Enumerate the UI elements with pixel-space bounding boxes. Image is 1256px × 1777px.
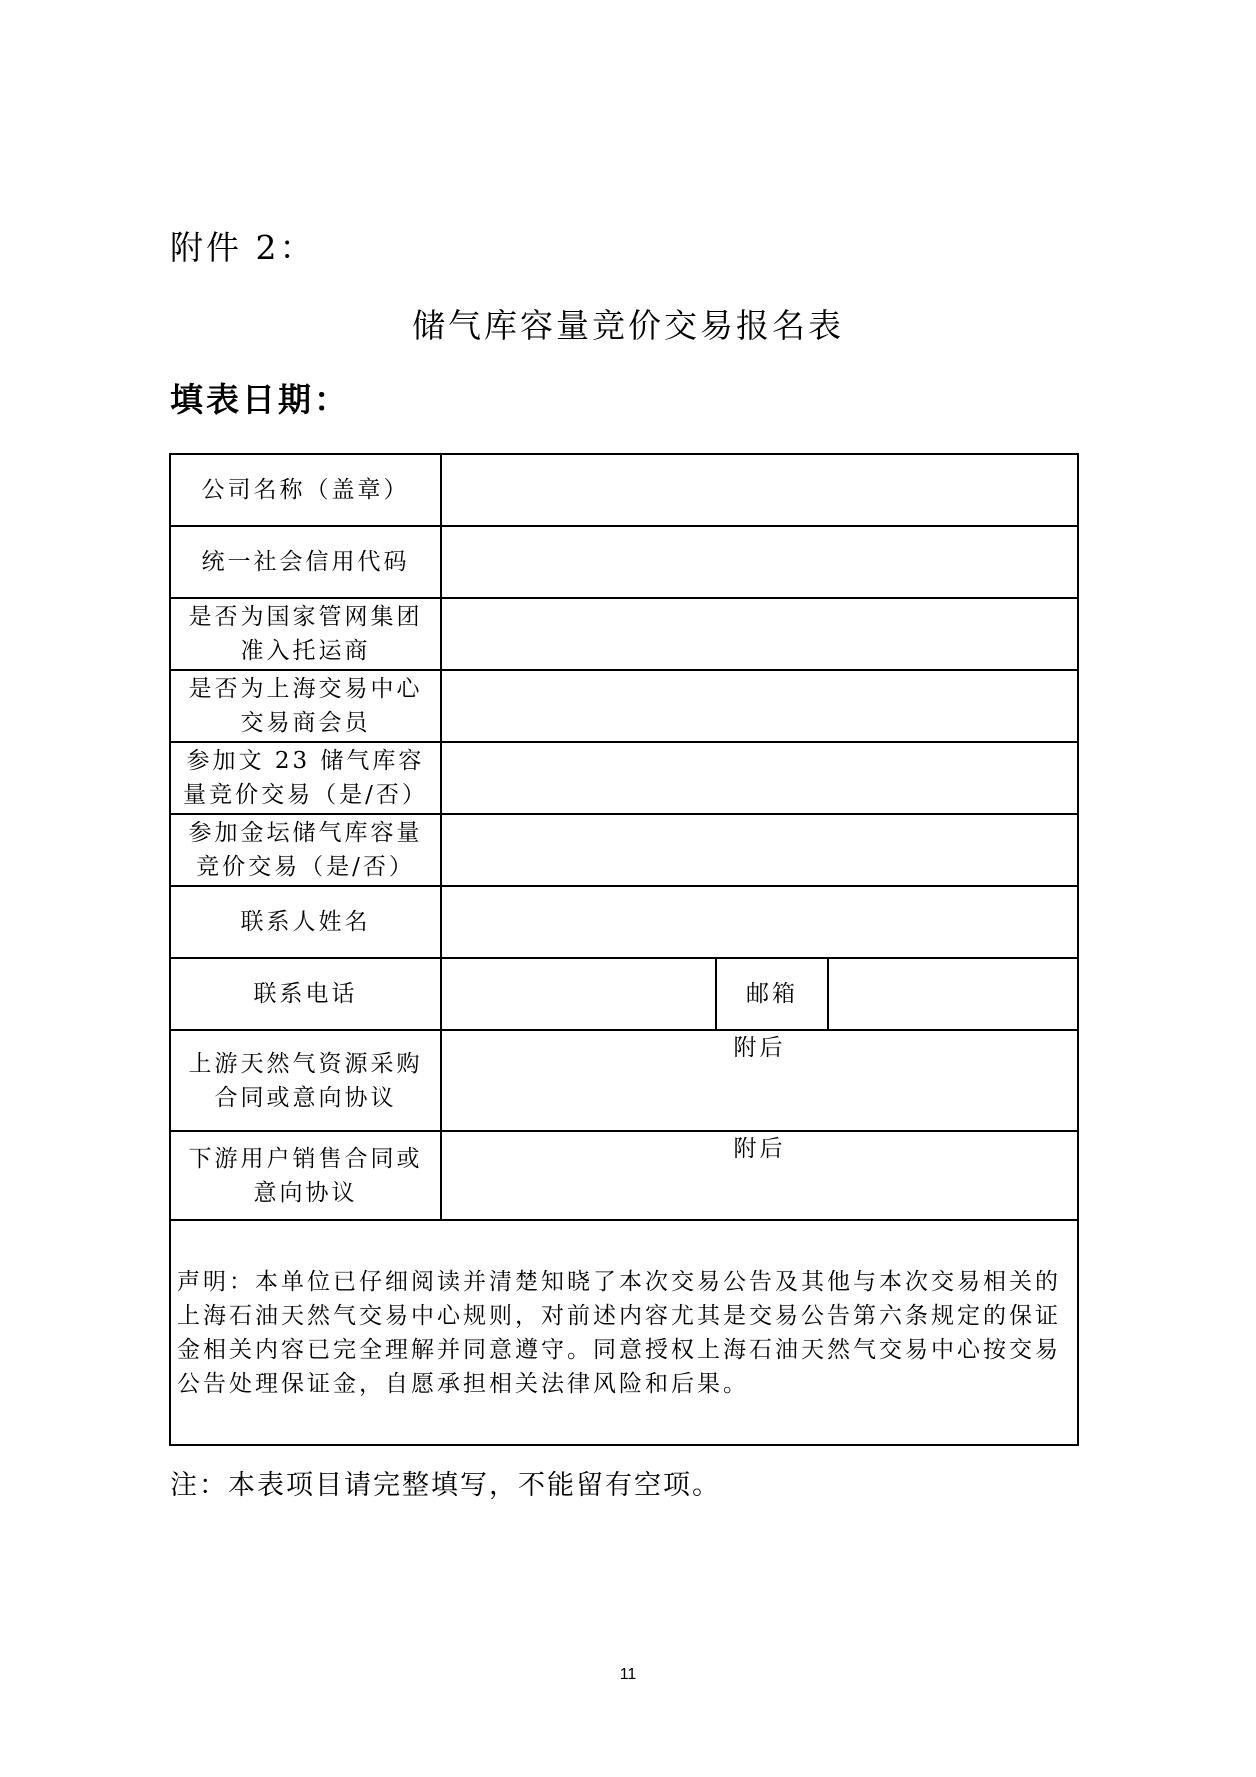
pipeline-shipper-field[interactable] — [441, 598, 1078, 670]
contact-phone-label: 联系电话 — [170, 958, 441, 1030]
registration-form-table — [169, 453, 1079, 1446]
company-name-field[interactable] — [441, 454, 1078, 526]
company-name-label: 公司名称（盖章） — [170, 454, 441, 526]
row-exchange-member — [170, 670, 1078, 742]
jintan-participation-field[interactable] — [441, 814, 1078, 886]
footer-note: 注：本表项目请完整填写，不能留有空项。 — [170, 1470, 721, 1501]
exchange-member-label: 是否为上海交易中心交易商会员 — [170, 670, 441, 742]
email-field[interactable] — [828, 958, 1078, 1030]
contact-name-label: 联系人姓名 — [170, 886, 441, 958]
row-contact-phone — [170, 958, 1078, 1030]
attachment-label: 附件 2： — [170, 228, 316, 267]
email-label: 邮箱 — [716, 958, 828, 1030]
contact-phone-field[interactable] — [441, 958, 716, 1030]
upstream-contract-label: 上游天然气资源采购合同或意向协议 — [170, 1030, 441, 1131]
row-contact-name — [170, 886, 1078, 958]
row-pipeline-shipper — [170, 598, 1078, 670]
contact-name-field[interactable] — [441, 886, 1078, 958]
row-downstream-contract — [170, 1131, 1078, 1220]
row-wen23-participation — [170, 742, 1078, 814]
row-upstream-contract — [170, 1030, 1078, 1131]
downstream-contract-value: 附后 — [441, 1131, 1078, 1220]
jintan-participation-label: 参加金坛储气库容量竞价交易（是/否） — [170, 814, 441, 886]
wen23-participation-field[interactable] — [441, 742, 1078, 814]
credit-code-label: 统一社会信用代码 — [170, 526, 441, 598]
form-title: 储气库容量竞价交易报名表 — [412, 306, 844, 345]
upstream-contract-value: 附后 — [441, 1030, 1078, 1131]
row-jintan-participation — [170, 814, 1078, 886]
exchange-member-field[interactable] — [441, 670, 1078, 742]
pipeline-shipper-label: 是否为国家管网集团准入托运商 — [170, 598, 441, 670]
declaration-text: 声明：本单位已仔细阅读并清楚知晓了本次交易公告及其他与本次交易相关的上海石油天然气交易中心规则，对前述内容尤其是交易公告第六条规定的保证金相关内容已完全理解并同意遵守。同意授权上海石油天然气交易中心按交易公告处理保证金，自愿承担相关法律风险和后果。 — [170, 1220, 1078, 1445]
row-credit-code — [170, 526, 1078, 598]
wen23-participation-label: 参加文 23 储气库容量竞价交易（是/否） — [170, 742, 441, 814]
row-declaration — [170, 1220, 1078, 1445]
row-company-name — [170, 454, 1078, 526]
downstream-contract-label: 下游用户销售合同或意向协议 — [170, 1131, 441, 1220]
page-number: 11 — [619, 1666, 637, 1683]
credit-code-field[interactable] — [441, 526, 1078, 598]
fill-date-label: 填表日期： — [170, 380, 350, 419]
